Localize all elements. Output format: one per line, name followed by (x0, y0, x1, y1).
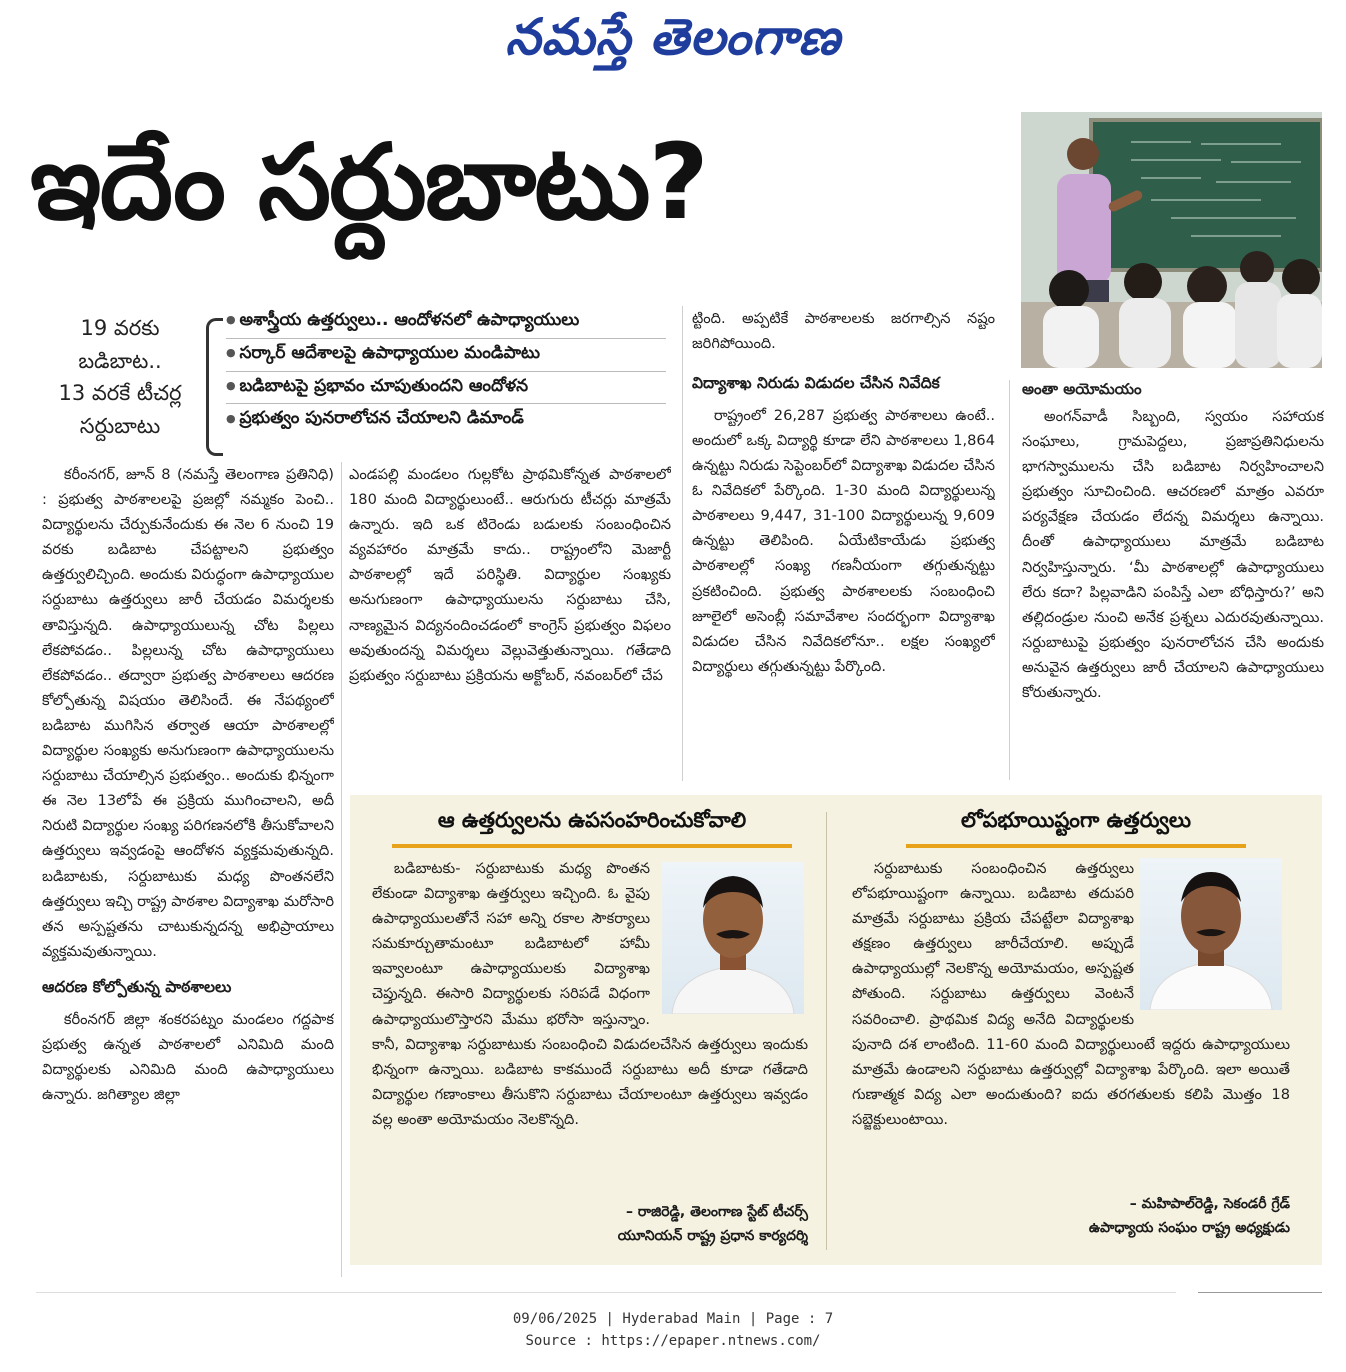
footer-source-line: Source : https://epaper.ntnews.com/ (525, 1333, 821, 1350)
subheading: విద్యాశాఖ నిరుడు విడుదల చేసిన నివేదిక (692, 374, 940, 393)
sidenote-line: సర్దుబాటు (79, 413, 161, 438)
paragraph: బడిబాటకు- సర్దుబాటుకు మధ్య పొంతన లేకుండా విద్యాశాఖ ఉత్తర్వులు ఇచ్చింది. ఓ వైపు ఉపాధ్యాయులతోనే సహా అన్ని రకాల సౌకర్యాలు సమకూర్చుతామంటూ బడిబాటలో హామీ ఇవ్వాలంటూ ఉపాధ్యాయులకు విద్యాశాఖ చెప్తున్నది. ఈసారి విద్యార్థులకు సరిపడే విధంగా ఉపాధ్యాయులొస్తారని మేము భరోసా ఇస్తున్నాం. కానీ, విద్యాశాఖ సర్దుబాటుకు సంబంధించి విడుదలచేసిన ఉత్తర్వులు ఇందుకు భిన్నంగా ఉన్నాయి. బడిబాట కాకముందే సర్దుబాటు అదీ కూడా గతేడాది విద్యార్థుల గణాంకాలు తీసుకొని సర్దుబాటు చేయాలంటూ ఉత్తర్వులు ఇవ్వడం వల్ల అంతా అయోమయం నెలకొన్నది. (372, 860, 808, 1128)
paragraph: ఎండపల్లి మండలం గుల్లకోట ప్రాథమికోన్నత పాఠశాలలో 180 మంది విద్యార్థులుంటే.. ఆరుగురు టీచర్లు మాత్రమే ఉన్నారు. ఇది ఒక టిరెండు బడులకు సంబంధించిన వ్యవహారం మాత్రమే కాదు.. రాష్ట్రంలోని మెజార్టీ పాఠశాలల్లో ఇదే పరిస్థితి. విద్యార్థుల సంఖ్యకు అనుగుణంగా ఉపాధ్యాయులను సర్దుబాటు చేసి, నాణ్యమైన విద్యనందించడంలో కాంగ్రెస్ ప్రభుత్వం విఫలం అవుతుందన్న విమర్శలు వెల్లువెత్తుతున్నాయి. గతేడాది ప్రభుత్వం సర్దుబాటు ప్రక్రియను అక్టోబర్, నవంబర్‌లో చేప (349, 466, 671, 684)
title-underline (392, 844, 792, 848)
sidenote-box (40, 312, 200, 442)
bottom-rule-right (1198, 1292, 1322, 1293)
column-rule (341, 462, 342, 1277)
sidenote-line: 19 వరకు (80, 316, 160, 340)
article-column-3 (692, 306, 995, 679)
sidenote-line: బడిబాట.. (78, 348, 162, 373)
bullet-item: ● బడిబాటపై ప్రభావం చూపుతుందని ఆందోళన (226, 372, 666, 405)
subheading: ఆదరణ కోల్పోతున్న పాఠశాలలు (42, 977, 232, 996)
bracket-divider (206, 318, 223, 456)
article-column-1 (42, 462, 334, 1107)
paragraph: కరీంనగర్, జూన్ 8 (నమస్తే తెలంగాణ ప్రతినిధి) : ప్రభుత్వ పాఠశాలలపై ప్రజల్లో నమ్మకం పెంచి.. విద్యార్థులను చేర్పుకునేందుకు ఈ నెల 6 నుంచి 19 వరకు బడిబాట చేపట్టాలని ప్రభుత్వం ఉత్తర్వులిచ్చింది. అందుకు విరుద్ధంగా ఉపాధ్యాయుల సర్దుబాటు ఉత్తర్వులు జారీ చేయడం విమర్శలకు తావిస్తున్నది. ఉపాధ్యాయులున్న చోట పిల్లలు లేకపోవడం.. పిల్లలున్న చోట ఉపాధ్యాయులు లేకపోవడం.. తద్వారా ప్రభుత్వ పాఠశాలలు ఆదరణ కోల్పోతున్న విషయం తెలిసిందే. ఈ నేపథ్యంలో బడిబాట ముగిసిన తర్వాత ఆయా పాఠశాలల్లో విద్యార్థుల సంఖ్యకు అనుగుణంగా ఉపాధ్యాయులను సర్దుబాటు చేయాల్సిన ప్రభుత్వం.. అందుకు భిన్నంగా ఈ నెల 13లోపే ఈ ప్రక్రియ ముగించాలని, అదీ నిరుటి విద్యార్థుల సంఖ్య పరిగణనలోకి తీసుకోవాలని ఉత్తర్వులు ఇవ్వడంపై ఆందోళన వ్యక్తమవుతున్నది. బడిబాటకు, సర్దుబాటుకు మధ్య పొంతనలేని ఉత్తర్వులు ఇచ్చి రాష్ట్ర పాఠశాల విద్యాశాఖ మరోసారి తన అస్పష్టతను చాటుకున్నదన్న అభిప్రాయాలు వ్యక్తమవుతున్నాయి. (42, 466, 334, 960)
headline: ఇదేం సర్దుబాటు? (30, 121, 707, 243)
opinion-right-title: లోపభూయిష్టంగా ఉత్తర్వులు (961, 808, 1191, 832)
float-spacer (1134, 856, 1290, 1018)
highlight-bullets (226, 306, 666, 436)
bullet-item: ● అశాస్త్రీయ ఉత్తర్వులు.. ఆందోళనలో ఉపాధ్యాయులు (226, 306, 666, 339)
article-column-2 (349, 462, 671, 688)
footer-edition-line: 09/06/2025 | Hyderabad Main | Page : 7 (512, 1311, 834, 1327)
page-footer (0, 1308, 1346, 1353)
opinion-divider (826, 812, 827, 1250)
photo-caption: అంతా అయోమయం (1022, 380, 1142, 398)
signature-line: – రాజిరెడ్డి, తెలంగాణ స్టేట్ టీచర్స్ (626, 1204, 808, 1220)
paragraph: సర్దుబాటుకు సంబంధించిన ఉత్తర్వులు లోపభూయిష్టంగా ఉన్నాయి. బడిబాట తదుపరి మాత్రమే సర్దుబాటు ప్రక్రియ చేపట్టేలా విద్యాశాఖ తక్షణం ఉత్తర్వులు జారీచేయాలి. అప్పుడే ఉపాధ్యాయుల్లో నెలకొన్న అయోమయం, అస్పష్టత పోతుంది. సర్దుబాటు ఉత్తర్వులు వెంటనే సవరించాలి. ప్రాథమిక విద్య అనేది విద్యార్థులకు పునాది దశ లాంటింది. 11-60 మంది విద్యార్థులుంటే ఇద్దరు ఉపాధ్యాయులు మాత్రమే ఉండాలని సర్దుబాటు ఉత్తర్వుల్లో విద్యాశాఖ పేర్కొంది. ఇలా అయితే గుణాత్మక విద్య ఎలా అందుతుంది? ఐదు తరగతులకు కలిపి మొత్తం 18 సబ్జెక్టులుంటాయి. (852, 860, 1290, 1128)
masthead-logo: నమస్తే తెలంగాణ (505, 8, 841, 66)
opinion-left-signature (480, 1200, 808, 1248)
paragraph: ట్టింది. అప్పటికే పాఠశాలలకు జరగాల్సిన నష్టం జరిగిపోయింది. (692, 310, 995, 353)
opinion-left-body-top (372, 856, 808, 1132)
opinion-right-header (866, 808, 1286, 848)
column-rule (1009, 380, 1010, 780)
signature-line: యూనియన్ రాష్ట్ర ప్రధాన కార్యదర్శి (617, 1228, 808, 1245)
opinion-left-header (372, 808, 812, 848)
signature-line: ఉపాధ్యాయ సంఘం రాష్ట్ర అధ్యక్షుడు (1088, 1220, 1290, 1237)
bullet-item: ● సర్కార్ ఆదేశాలపై ఉపాధ్యాయుల మండిపాటు (226, 339, 666, 372)
classroom-photo (1021, 112, 1322, 368)
paragraph: కరీంనగర్ జిల్లా శంకరపట్నం మండలం గద్దపాక ప్రభుత్వ ఉన్నత పాఠశాలలో ఎనిమిది మంది విద్యార్థులకు ఎనిమిది మంది ఉపాధ్యాయులు ఉన్నారు. జగిత్యాల జిల్లా (42, 1010, 334, 1103)
bullet-item: ● ప్రభుత్వం పునరాలోచన చేయాలని డిమాండ్ (226, 404, 666, 436)
sidenote-line: 13 వరకే టీచర్ల (58, 381, 182, 406)
column-rule (682, 306, 683, 781)
opinion-right-signature (960, 1192, 1290, 1240)
bottom-rule (36, 1292, 1176, 1293)
title-underline (906, 844, 1246, 848)
opinion-left-title: ఆ ఉత్తర్వులను ఉపసంహరించుకోవాలి (437, 808, 747, 832)
classroom-photo-art (1021, 112, 1322, 368)
signature-line: – మహిపాల్‌రెడ్డి, సెకండరీ గ్రేడ్ (1129, 1196, 1290, 1212)
opinion-right-body (852, 856, 1290, 1132)
paragraph: రాష్ట్రంలో 26,287 ప్రభుత్వ పాఠశాలలు ఉంటే.. అందులో ఒక్క విద్యార్థి కూడా లేని పాఠశాలలు 1,864 ఉన్నట్టు నిరుడు సెప్టెంబర్‌లో విద్యాశాఖ విడుదల చేసిన ఓ నివేదికలో పేర్కొంది. 1-30 మంది విద్యార్థులున్న పాఠశాలలు 9,447, 31-100 విద్యార్థులున్న 9,609 ఉన్నట్టు తెలిపింది. ఏయేటికాయేడు ప్రభుత్వ పాఠశాలల్లో సంఖ్య గణనీయంగా తగ్గుతున్నట్టు ప్రకటించింది. ప్రభుత్వ పాఠశాలలకు సంబంధించి జూలైలో అసెంబ్లీ సమావేశాల సందర్భంగా విద్యాశాఖ విడుదల చేసిన నివేదికలోనూ.. లక్షల సంఖ్యలో విద్యార్థులు తగ్గుతున్నట్టు పేర్కొంది. (692, 406, 995, 675)
float-spacer (650, 856, 808, 1018)
paragraph: అంగన్‌వాడీ సిబ్బంది, స్వయం సహాయక సంఘాలు, గ్రామపెద్దలు, ప్రజాప్రతినిధులను భాగస్వాములను చేసి బడిబాట నిర్వహించాలని ప్రభుత్వం సూచించింది. ఆచరణలో మాత్రం ఎవరూ పర్యవేక్షణ చేయడం లేదన్న విమర్శలు ఉన్నాయి. దీంతో ఉపాధ్యాయులు మాత్రమే బడిబాట నిర్వహిస్తున్నారు. ‘మీ పాఠశాలల్లో ఉపాధ్యాయులు లేరు కదా? పిల్లవాడిని పంపిస్తే ఎలా బోధిస్తారు?’ అని తల్లిదండ్రుల నుంచి అనేక ప్రశ్నలు ఎదురవుతున్నాయి. సర్దుబాటుపై ప్రభుత్వం పునరాలోచన చేసి అందుకు అనువైన ఉత్తర్వులు జారీ చేయాలని ఉపాధ్యాయులు కోరుతున్నారు. (1022, 408, 1324, 702)
article-column-4 (1022, 404, 1324, 705)
